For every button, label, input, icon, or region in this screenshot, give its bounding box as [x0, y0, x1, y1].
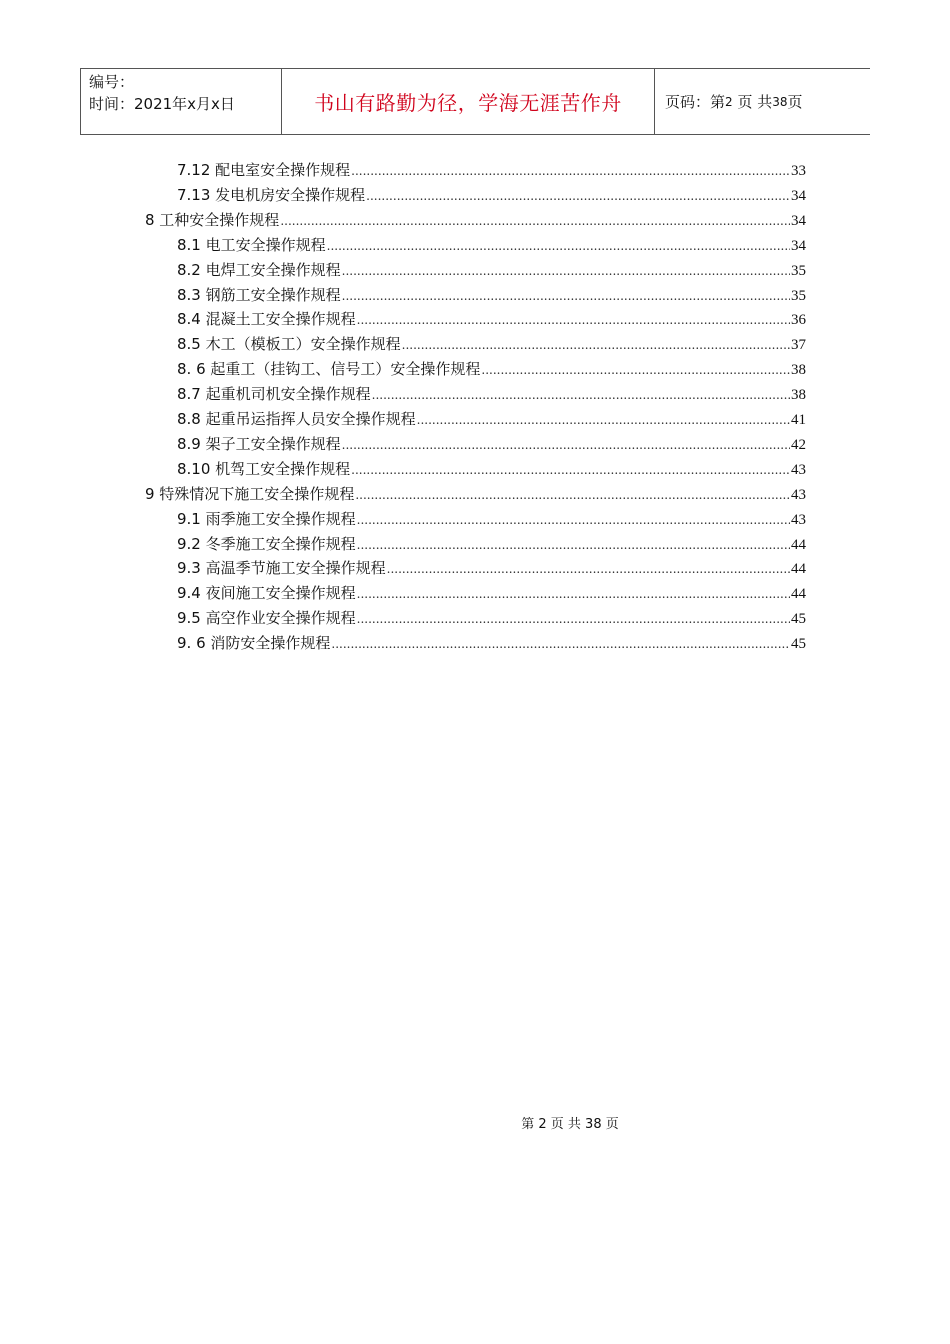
page-current: 2 [725, 94, 733, 109]
toc-dot-leader [357, 607, 790, 631]
toc-entry[interactable] [177, 158, 806, 182]
toc-entry[interactable] [177, 307, 806, 331]
toc-dot-leader [342, 284, 790, 308]
page-footer: 第 2 页 共 38 页 [521, 1117, 619, 1132]
toc-dot-leader [357, 308, 790, 332]
toc-entry[interactable] [177, 432, 806, 456]
page-header [80, 68, 870, 135]
page-suffix: 页 [787, 93, 803, 111]
toc-dot-leader [342, 259, 790, 283]
toc-entry-page: 43 [791, 487, 806, 503]
toc-entry-page: 33 [791, 163, 806, 179]
toc-dot-leader [342, 433, 790, 457]
toc-entry-title: 7.12 配电室安全操作规程 [177, 161, 351, 179]
toc-entry[interactable] [177, 233, 806, 257]
toc-entry-title: 8.3 钢筋工安全操作规程 [177, 286, 341, 304]
toc-entry-title: 9. 6 消防安全操作规程 [177, 634, 331, 652]
toc-entry-page: 45 [791, 636, 806, 652]
toc-entry-title: 9.1 雨季施工安全操作规程 [177, 510, 356, 528]
toc-entry[interactable] [177, 457, 806, 481]
toc-entry-page: 34 [791, 238, 806, 254]
toc-entry-title: 8.9 架子工安全操作规程 [177, 435, 341, 453]
toc-entry[interactable] [145, 482, 806, 506]
toc-entry-title: 8.7 起重机司机安全操作规程 [177, 385, 371, 403]
toc-dot-leader [357, 508, 790, 532]
toc-entry-title: 9.5 高空作业安全操作规程 [177, 609, 356, 627]
toc-entry-title: 9.4 夜间施工安全操作规程 [177, 584, 356, 602]
toc-entry[interactable] [177, 183, 806, 207]
toc-entry[interactable] [177, 507, 806, 531]
header-info-cell [81, 69, 282, 134]
toc-entry-page: 45 [791, 611, 806, 627]
toc-dot-leader [280, 209, 790, 233]
toc-dot-leader [357, 582, 790, 606]
page-total: 38 [772, 94, 788, 109]
toc-entry[interactable] [177, 556, 806, 580]
toc-entry[interactable] [177, 283, 806, 307]
serial-label: 编号： [89, 73, 135, 91]
toc-entry-title: 8.8 起重吊运指挥人员安全操作规程 [177, 410, 416, 428]
toc-dot-leader [372, 383, 790, 407]
toc-dot-leader [402, 333, 790, 357]
toc-entry-title: 9.3 高温季节施工安全操作规程 [177, 559, 386, 577]
toc-entry-page: 38 [791, 387, 806, 403]
toc-entry[interactable] [177, 382, 806, 406]
page-mid: 页 共 [737, 93, 773, 111]
toc-entry-page: 35 [791, 288, 806, 304]
toc-dot-leader [331, 632, 790, 656]
toc-entry[interactable] [177, 258, 806, 282]
toc-dot-leader [366, 184, 790, 208]
toc-entry[interactable] [177, 532, 806, 556]
time-label: 时间：2021年x月x日 [89, 95, 235, 113]
toc-entry-page: 37 [791, 337, 806, 353]
toc-entry-title: 8.1 电工安全操作规程 [177, 236, 326, 254]
toc-entry-title: 8.5 木工（模板工）安全操作规程 [177, 335, 401, 353]
header-page-indicator [655, 69, 870, 134]
toc-dot-leader [355, 483, 790, 507]
toc-entry-page: 38 [791, 362, 806, 378]
toc-entry[interactable] [177, 606, 806, 630]
toc-entry-page: 44 [791, 537, 806, 553]
toc-entry-page: 34 [791, 188, 806, 204]
toc-dot-leader [327, 234, 790, 258]
toc-dot-leader [481, 358, 790, 382]
toc-entry-title: 8.2 电焊工安全操作规程 [177, 261, 341, 279]
toc-entry-title: 8.4 混凝土工安全操作规程 [177, 310, 356, 328]
toc-entry-page: 41 [791, 412, 806, 428]
toc-entry-title: 8 工种安全操作规程 [145, 211, 280, 229]
toc-entry[interactable] [177, 407, 806, 431]
toc-entry-page: 36 [791, 312, 806, 328]
toc-entry-page: 44 [791, 586, 806, 602]
toc-entry[interactable] [177, 357, 806, 381]
toc-dot-leader [351, 458, 790, 482]
toc-entry-page: 35 [791, 263, 806, 279]
toc-entry[interactable] [177, 332, 806, 356]
page-prefix: 页码：第 [665, 93, 726, 111]
toc-entry-page: 43 [791, 512, 806, 528]
toc-entry[interactable] [177, 581, 806, 605]
toc-dot-leader [351, 159, 790, 183]
toc-dot-leader [357, 533, 790, 557]
toc-entry-page: 43 [791, 462, 806, 478]
toc-entry-title: 9 特殊情况下施工安全操作规程 [145, 485, 355, 503]
toc-dot-leader [387, 557, 790, 581]
toc-entry-page: 44 [791, 561, 806, 577]
toc-entry-title: 8. 6 起重工（挂钩工、信号工）安全操作规程 [177, 360, 481, 378]
toc-entry-title: 9.2 冬季施工安全操作规程 [177, 535, 356, 553]
toc-entry-title: 7.13 发电机房安全操作规程 [177, 186, 366, 204]
toc-dot-leader [417, 408, 790, 432]
header-motto: 书山有路勤为径，学海无涯苦作舟 [282, 69, 655, 134]
toc-entry[interactable] [145, 208, 806, 232]
toc-entry[interactable] [177, 631, 806, 655]
toc-entry-title: 8.10 机驾工安全操作规程 [177, 460, 351, 478]
toc-entry-page: 42 [791, 437, 806, 453]
toc-entry-page: 34 [791, 213, 806, 229]
